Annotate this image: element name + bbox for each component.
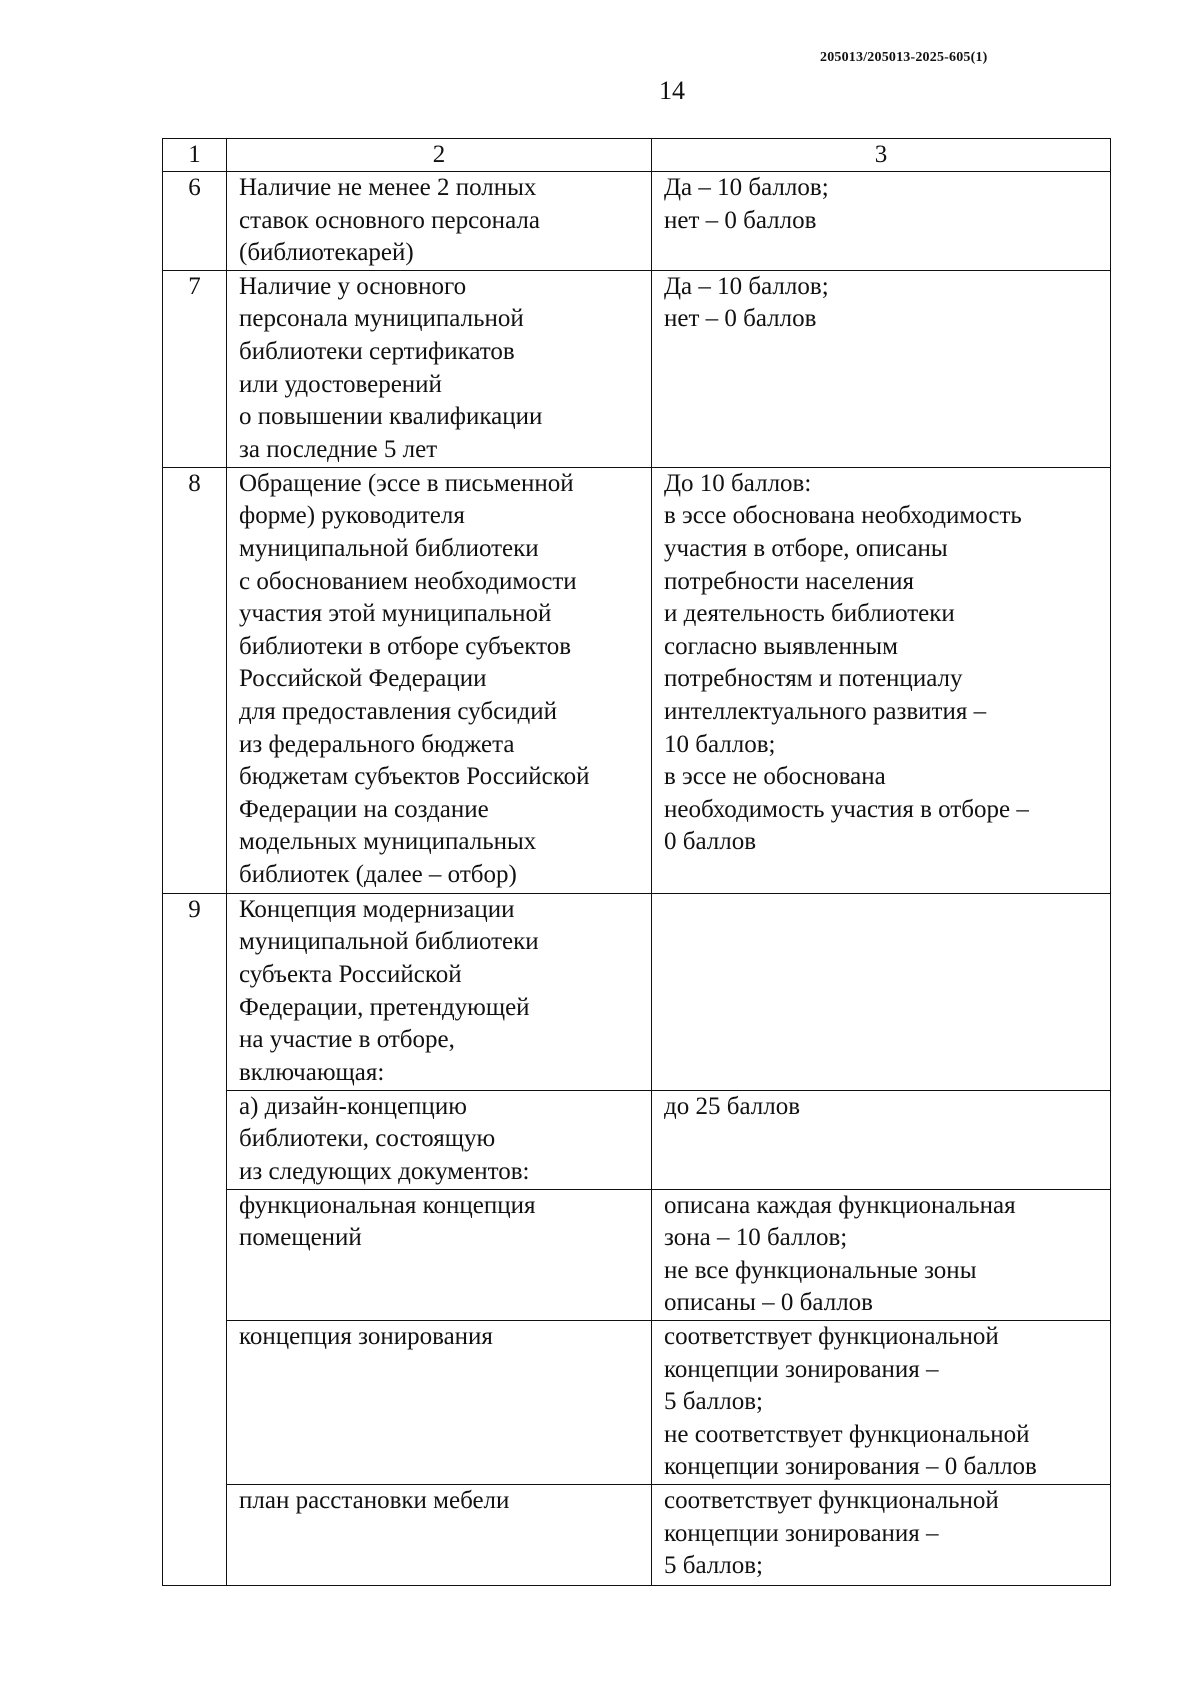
score-line: согласно выявленным [664, 632, 898, 660]
column-header-criterion: 2 [227, 139, 652, 172]
criterion-cell [227, 1484, 652, 1585]
criterion-line: для предоставления субсидий [239, 697, 558, 725]
score-line: описана каждая функциональная [664, 1191, 1016, 1219]
criterion-line: Наличие у основного [239, 272, 467, 300]
score-cell [652, 172, 1111, 271]
score-line: Да – 10 баллов; [664, 272, 829, 300]
criterion-line: или удостоверений [239, 370, 442, 398]
score-line: не все функциональные зоны [664, 1256, 977, 1284]
score-line: потребности населения [664, 567, 915, 595]
criterion-line: библиотеки в отборе субъектов [239, 632, 572, 660]
column-header-number: 1 [163, 139, 227, 172]
criterion-line: план расстановки мебели [239, 1486, 510, 1514]
score-cell [652, 1484, 1111, 1585]
criterion-line: Наличие не менее 2 полных [239, 174, 537, 201]
criterion-line: библиотеки, состоящую [239, 1125, 496, 1153]
score-line: концепции зонирования – 0 баллов [664, 1453, 1037, 1481]
score-line: в эссе обоснована необходимость [664, 502, 1022, 530]
row-number: 6 [163, 172, 227, 271]
score-line: необходимость участия в отборе – [664, 795, 1029, 823]
criterion-line: библиотек (далее – отбор) [239, 860, 517, 888]
score-cell [652, 467, 1111, 893]
score-line: описаны – 0 баллов [664, 1289, 873, 1317]
criterion-line: Концепция модернизации [239, 895, 515, 923]
criterion-line: Российской Федерации [239, 665, 487, 693]
criterion-line: на участие в отборе, [239, 1026, 455, 1054]
score-line: концепции зонирования – [664, 1519, 939, 1547]
criterion-line: включающая: [239, 1058, 385, 1086]
criterion-cell [227, 1090, 652, 1189]
criterion-cell [227, 467, 652, 893]
score-line: интеллектуального развития – [664, 697, 987, 725]
column-header-score: 3 [652, 139, 1111, 172]
row-number: 8 [163, 467, 227, 893]
score-line: нет – 0 баллов [664, 305, 817, 333]
criterion-line: ставок основного персонала [239, 206, 540, 234]
table-row [163, 270, 1111, 467]
criterion-line: модельных муниципальных [239, 828, 537, 856]
criterion-line: муниципальной библиотеки [239, 928, 539, 956]
score-line: потребностям и потенциалу [664, 665, 963, 693]
criterion-cell [227, 893, 652, 1090]
score-line: соответствует функциональной [664, 1322, 999, 1350]
table-row [163, 172, 1111, 271]
document-id: 205013/205013-2025-605(1) [820, 50, 988, 65]
table-row [163, 1320, 1111, 1484]
score-line: участия в отборе, описаны [664, 534, 948, 562]
score-line: Да – 10 баллов; [664, 174, 829, 201]
score-line: 10 баллов; [664, 730, 776, 758]
criterion-line: концепция зонирования [239, 1322, 493, 1350]
table-row [163, 893, 1111, 1090]
criterion-line: из следующих документов: [239, 1157, 530, 1185]
score-line: 5 баллов; [664, 1388, 763, 1416]
score-line: До 10 баллов: [664, 469, 812, 497]
score-cell [652, 270, 1111, 467]
criterion-line: бюджетам субъектов Российской [239, 763, 590, 791]
score-line: концепции зонирования – [664, 1355, 939, 1383]
score-line: соответствует функциональной [664, 1486, 999, 1514]
criterion-cell [227, 270, 652, 467]
criterion-line: помещений [239, 1224, 362, 1252]
criterion-line: а) дизайн-концепцию [239, 1092, 467, 1120]
score-cell [652, 1189, 1111, 1320]
criterion-line: о повышении квалификации [239, 403, 543, 431]
criterion-cell [227, 1320, 652, 1484]
criterion-line: субъекта Российской [239, 960, 462, 988]
score-cell [652, 1090, 1111, 1189]
page-number: 14 [659, 76, 685, 105]
table-header-row [163, 139, 1111, 172]
score-line: не соответствует функциональной [664, 1420, 1030, 1448]
criterion-line: форме) руководителя [239, 502, 465, 530]
criterion-line: за последние 5 лет [239, 435, 438, 463]
score-line: и деятельность библиотеки [664, 600, 955, 628]
criterion-line: муниципальной библиотеки [239, 534, 539, 562]
criterion-line: библиотеки сертификатов [239, 337, 515, 365]
criterion-line: из федерального бюджета [239, 730, 515, 758]
criterion-line: с обоснованием необходимости [239, 567, 577, 595]
table-row [163, 467, 1111, 893]
score-line: 0 баллов [664, 828, 757, 856]
score-line: в эссе не обоснована [664, 763, 886, 791]
criterion-line: Обращение (эссе в письменной [239, 469, 574, 497]
table-row [163, 1090, 1111, 1189]
score-line: нет – 0 баллов [664, 206, 817, 234]
criterion-line: Федерации, претендующей [239, 993, 530, 1021]
score-cell [652, 893, 1111, 1090]
criteria-table [162, 138, 1111, 1586]
criterion-line: персонала муниципальной [239, 305, 524, 333]
row-number: 9 [163, 893, 227, 1585]
score-line: 5 баллов; [664, 1552, 763, 1580]
score-cell [652, 1320, 1111, 1484]
criterion-cell [227, 172, 652, 271]
criterion-line: участия этой муниципальной [239, 600, 552, 628]
score-line: зона – 10 баллов; [664, 1224, 848, 1252]
criterion-line: Федерации на создание [239, 795, 489, 823]
criterion-cell [227, 1189, 652, 1320]
table-row [163, 1189, 1111, 1320]
row-number: 7 [163, 270, 227, 467]
score-line: до 25 баллов [664, 1092, 801, 1120]
criterion-line: (библиотекарей) [239, 239, 414, 267]
criterion-line: функциональная концепция [239, 1191, 536, 1219]
table-row [163, 1484, 1111, 1585]
